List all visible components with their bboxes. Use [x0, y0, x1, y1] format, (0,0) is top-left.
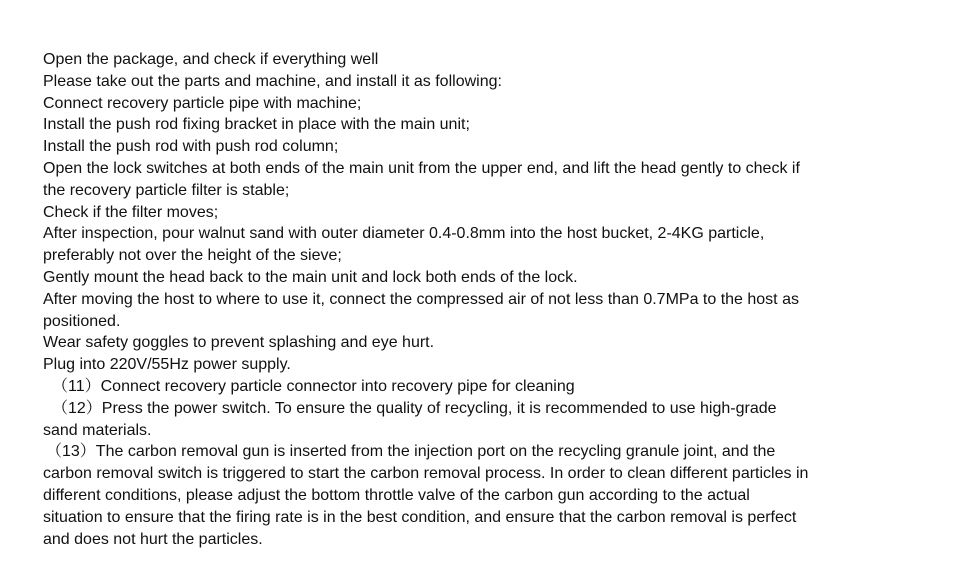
text-line: sand materials.: [43, 421, 152, 439]
text-line: different conditions, please adjust the bottom throttle valve of the carbon gun according to the actual: [43, 486, 750, 504]
text-line: preferably not over the height of the sieve;: [43, 247, 342, 265]
text-line: Open the package, and check if everything well: [43, 51, 379, 68]
text-line: Please take out the parts and machine, and install it as following:: [43, 72, 502, 90]
step-13-line: （13）The carbon removal gun is inserted from the injection port on the recycling granule joint, and the: [46, 443, 776, 461]
text-line: Wear safety goggles to prevent splashing and eye hurt.: [43, 334, 435, 352]
text-line: Install the push rod fixing bracket in place with the main unit;: [43, 116, 470, 134]
text-line: After moving the host to where to use it, connect the compressed air of not less than 0.7MPa to the host as: [43, 290, 799, 308]
text-line: and does not hurt the particles.: [43, 530, 263, 548]
text-line: Check if the filter moves;: [43, 203, 219, 221]
text-line: Install the push rod with push rod column;: [43, 138, 339, 156]
instructions-text: [43, 49, 943, 550]
text-line: positioned.: [43, 312, 121, 330]
step-12-line: （12）Press the power switch. To ensure the quality of recycling, it is recommended to use high-grade: [52, 399, 777, 417]
text-line: Gently mount the head back to the main unit and lock both ends of the lock.: [43, 268, 578, 286]
text-line: Plug into 220V/55Hz power supply.: [43, 356, 291, 374]
step-11-line: （11）Connect recovery particle connector into recovery pipe for cleaning: [52, 377, 575, 395]
text-line: situation to ensure that the firing rate is in the best condition, and ensure that the carbon removal is perfect: [43, 508, 797, 526]
text-line: After inspection, pour walnut sand with outer diameter 0.4-0.8mm into the host bucket, 2-4KG particle,: [43, 225, 765, 243]
text-line: Connect recovery particle pipe with machine;: [43, 94, 362, 112]
text-line: carbon removal switch is triggered to start the carbon removal process. In order to clean different particles in: [43, 465, 809, 483]
text-line: the recovery particle filter is stable;: [43, 181, 290, 199]
text-line: Open the lock switches at both ends of the main unit from the upper end, and lift the head gently to check if: [43, 159, 800, 177]
